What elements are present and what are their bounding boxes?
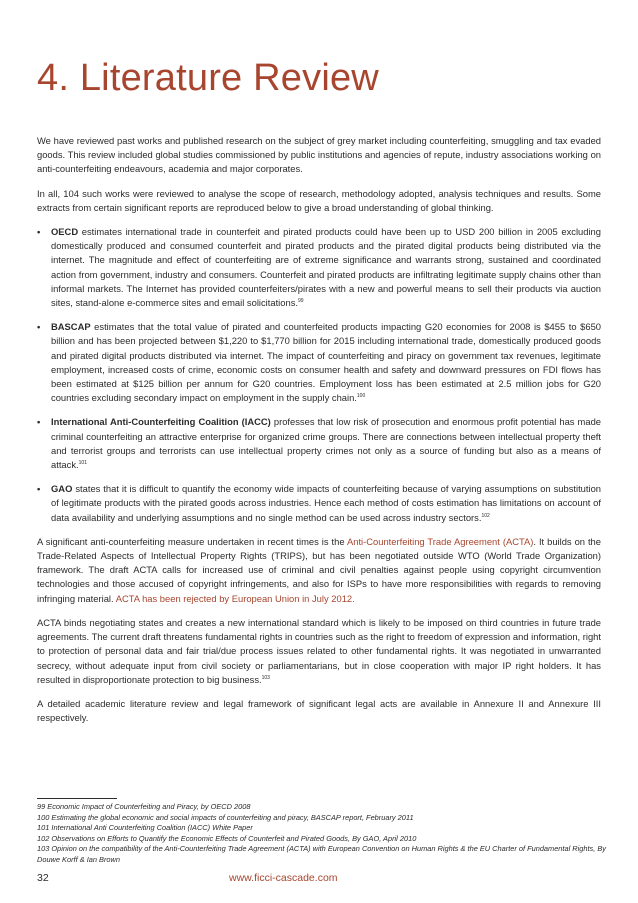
annexure-paragraph: A detailed academic literature review and legal framework of significant legal acts are available in Annexure II and Annexure III respectively. — [37, 697, 601, 724]
footer-url-link[interactable]: www.ficci-cascade.com — [229, 872, 338, 884]
bullet-dot: • — [37, 416, 41, 428]
bullet-oecd — [37, 225, 601, 310]
bullet-dot: • — [37, 321, 41, 333]
bullet-org-name: BASCAP — [51, 321, 91, 333]
acta-paragraph — [37, 535, 601, 606]
bullet-dot: • — [37, 483, 41, 495]
bullet-gao — [37, 482, 601, 525]
page-title: 4. Literature Review — [37, 57, 379, 99]
acta-text-1: A significant anti-counterfeiting measure undertaken in recent times is the — [37, 535, 347, 547]
bullet-bascap — [37, 320, 601, 405]
footnote-99: 99 Economic Impact of Counterfeiting and Piracy, by OECD 2008 — [37, 802, 251, 811]
bullet-org-name: OECD — [51, 226, 79, 238]
bullet-dot: • — [37, 226, 41, 238]
bullet-text: estimates international trade in counterfeit and pirated products could have been up to USD 200 billion in 2005 excluding domestically produced and consumed counterfeit and pirated products and the pirated digital products being distributed via the internet. The magnitude and effect of counterfeiting are of extreme significance and warrants strong, sustained and coordinated action from government, industry and consumers. Counterfeit and pirated products are infiltrating legitimate supply chains other than informal markets. The Internet has provided counterfeiters/pirates with a new and powerful means to sell their products via auction sites, stand-alone e-commerce sites and email solicitations. — [51, 226, 601, 309]
intro-paragraph-1: We have reviewed past works and published research on the subject of grey market including counterfeiting, smuggling and tax evaded goods. This review included global studies commissioned by public institutions and agencies of repute, industry associations working on anti-counterfeiting endeavours, academia and major corporates. — [37, 135, 601, 175]
intro-paragraph-2: In all, 104 such works were reviewed to analyse the scope of research, methodology adopted, analysis techniques and results. Some extracts from certain significant reports are reproduced below to give a broad understanding of global thinking. — [37, 187, 601, 213]
acta-text-2: . It builds on the Trade-Related Aspects of Intellectual Property Rights (TRIPS), but has been negotiated outside WTO (World Trade Organization) framework. The draft ACTA calls for increased use of criminal and civil penalties against people using copyright circumvention technologies and those accused of copyright infringements, and also for ISPs to have more responsibilities with regards to removing infringing material. — [37, 535, 601, 604]
footnote-divider — [37, 798, 117, 799]
footnote-ref: 99 — [297, 297, 304, 304]
bullet-text: estimates that the total value of pirated and counterfeited products impacting G20 economies for 2008 is $455 to $650 billion and has been projected between $1,220 to $1,770 billion for 2015 including international trade, domestically produced goods and pirated digital products distributed via internet. The impact of counterfeiting and piracy on government tax revenues, legitimate employment, increased costs of crime, economic costs on consumer health and safety and downward pressures on FDI flows has been estimated at $125 billion per annum for G20 countries. Employment loss has been estimated at 2.5 million jobs for G20 countries excluding secondary impact on employment in the supply chain. — [51, 321, 601, 404]
bullet-iacc — [37, 415, 601, 472]
footnote-101: 101 International Anti Counterfeiting Coalition (IACC) White Paper — [37, 823, 253, 833]
bullet-text: states that it is difficult to quantify the economy wide impacts of counterfeiting because of varying assumptions on substitution of legitimate products with the pirated goods across industries. Hence each method of costs estimation has limitations on account of data availability and underlying assumptions and no single method can be used across industry sectors. — [51, 483, 601, 523]
footnote-ref: 101 — [78, 459, 87, 466]
bullet-org-name: GAO — [51, 483, 73, 495]
acta-binds-text: ACTA binds negotiating states and creates a new international standard which is likely to be imposed on third countries in future trade agreements. The current draft threatens fundamental rights in countries such as the right to freedom of expression and information, right to protection of personal data and fair trial/due process issues related to other fundamental rights. It was negotiated in unwarranted secrecy, without adequate input from civil society or parliamentarians, but in close cooperation with major IP right holders. It has resulted in disproportionate protection to big business. — [37, 616, 601, 685]
footnote-102: 102 Observations on Efforts to Quantify the Economic Effects of Counterfeit and Pirated Goods, By GAO, April 2010 — [37, 833, 417, 843]
acta-rejected-note: ACTA has been rejected by European Union in July 2012. — [115, 592, 355, 604]
footnotes — [37, 802, 607, 866]
bullet-org-name: International Anti-Counterfeiting Coalition (IACC) — [51, 416, 271, 428]
acta-link[interactable]: Anti-Counterfeiting Trade Agreement (ACTA) — [346, 535, 534, 547]
footnote-ref: 100 — [356, 393, 366, 400]
footnote-103: 103 Opinion on the compatibility of the Anti-Counterfeiting Trade Agreement (ACTA) with European Convention on Human Rights & the EU Charter of Fundamental Rights, By Douwe Korff & Ian Brown — [37, 844, 606, 864]
acta-binds-paragraph — [37, 616, 601, 687]
footnote-ref: 103 — [261, 674, 270, 681]
page-number: 32 — [37, 872, 49, 884]
footnote-100: 100 Estimating the global economic and social impacts of counterfeiting and piracy, BASCAP report, February 2011 — [37, 812, 414, 822]
bullet-text: professes that low risk of prosecution and enormous profit potential has made criminal counterfeiting an attractive enterprise for organized crime groups. There are connections between intellectual property theft and terrorist groups and terrorists can use intellectual property crimes not only as a source of funding but also as a means of attack. — [51, 416, 601, 471]
main-content — [37, 134, 601, 735]
footnote-ref: 102 — [481, 512, 490, 519]
